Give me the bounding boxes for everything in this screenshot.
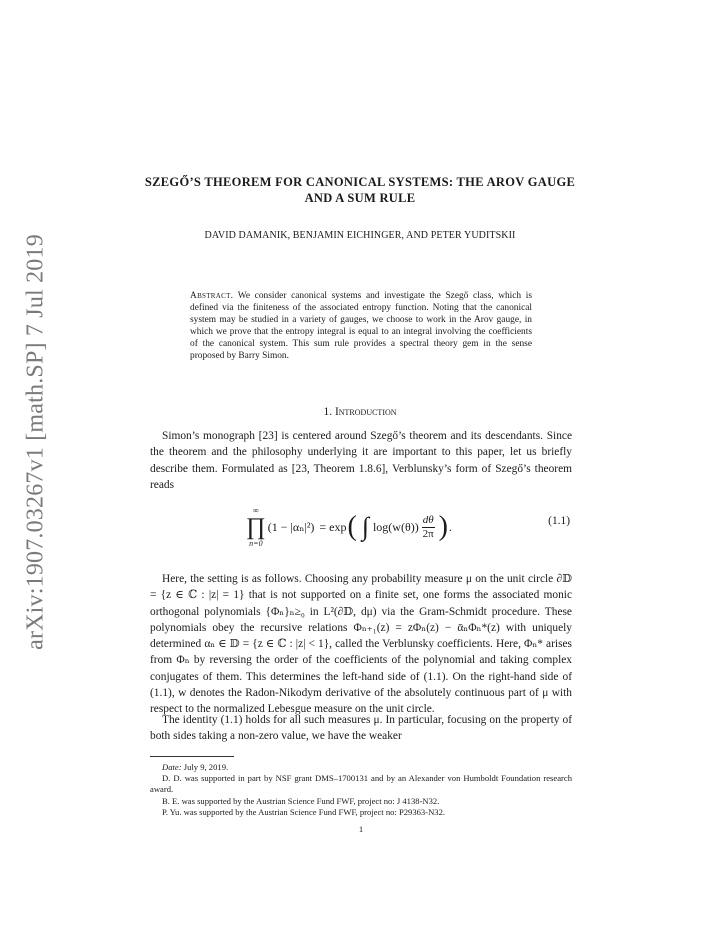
footnotes bbox=[150, 762, 572, 818]
product-lower-limit: n=0 bbox=[249, 539, 263, 548]
equation-1-1 bbox=[150, 490, 572, 562]
section-title-text: Introduction bbox=[334, 406, 397, 418]
abstract bbox=[190, 290, 532, 363]
right-paren: ) bbox=[438, 511, 448, 542]
equation-log-term: log(w(θ)) bbox=[372, 519, 419, 534]
date-label: Date: bbox=[162, 762, 182, 772]
product-operator bbox=[246, 506, 266, 548]
equation-trailing-period: . bbox=[448, 519, 452, 534]
page-number: 1 bbox=[358, 824, 364, 834]
footnote-py: P. Yu. was supported by the Austrian Science Fund FWF, project no: P29363-N32. bbox=[162, 806, 446, 817]
footnote-dd: D. D. was supported in part by NSF grant DMS–1700131 and by an Alexander von Humboldt Foundation research award. bbox=[150, 773, 572, 795]
footnote-be: B. E. was supported by the Austrian Science Fund FWF, project no: J 4138-N32. bbox=[162, 795, 440, 806]
equation-body bbox=[246, 494, 452, 560]
intro-paragraph-2: Here, the setting is as follows. Choosing any probability measure μ on the unit circle ∂𝔻 = {z ∈ ℂ : |z| = 1} that is not supported on a finite set, one forms the associated monic orthogonal polynomials {Φₙ}ₙ≥₀ in L²(∂𝔻, dμ) via the Gram-Schmidt procedure. These polynomials obey the recursive relations Φₙ₊₁(z) = zΦₙ(z) − ᾱₙΦₙ*(z) with uniquely determined αₙ ∈ 𝔻 = {z ∈ ℂ : |z| < 1}, called the Verblunsky coefficients. Here, Φₙ* arises from Φₙ by reversing the order of the coefficients of the polynomial and taking complex conjugates of them. This determines the left-hand side of (1.1). On the right-hand side of (1.1), w denotes the Radon-Nikodym derivative of the absolutely continuous part of μ with respect to the normalized Lebesgue measure on the unit circle. bbox=[150, 573, 572, 716]
arxiv-side-stamp bbox=[16, 232, 56, 652]
integral-symbol: ∫ bbox=[361, 512, 369, 541]
paper-title: SZEGŐ’S THEOREM FOR CANONICAL SYSTEMS: THE AROV GAUGE AND A SUM RULE bbox=[144, 175, 576, 205]
footnote-divider bbox=[150, 756, 234, 757]
section-number: 1. bbox=[323, 406, 333, 418]
equation-fraction bbox=[422, 514, 435, 541]
equation-equals-exp: = exp bbox=[319, 519, 347, 534]
abstract-heading: Abstract. bbox=[190, 291, 234, 301]
intro-paragraph-3: The identity (1.1) holds for all such measures μ. In particular, focusing on the property of both sides taking a non-zero value, we have the weaker bbox=[150, 714, 572, 743]
product-upper-limit: ∞ bbox=[253, 506, 259, 515]
left-paren: ( bbox=[347, 511, 357, 542]
fraction-denominator: 2π bbox=[422, 527, 434, 540]
footnote-date bbox=[150, 762, 572, 773]
arxiv-identifier: arXiv:1907.03267v1 [math.SP] 7 Jul 2019 bbox=[22, 234, 49, 650]
equation-left-factor: (1 − |αₙ|²) bbox=[267, 519, 315, 534]
author-list: DAVID DAMANIK, BENJAMIN EICHINGER, AND PETER YUDITSKII bbox=[204, 230, 516, 241]
product-symbol: ∏ bbox=[246, 514, 266, 540]
abstract-text: We consider canonical systems and investigate the Szegő class, which is defined via the finiteness of the associated entropy function. Noting that the canonical system may be studied in a variety of gauges, we choose to work in the Arov gauge, in which we prove that the entropy integral is equal to an integral involving the coefficients of the canonical system. This sum rule provides a spectral theory gem in the sense proposed by Barry Simon. bbox=[190, 291, 532, 362]
intro-paragraph-1: Simon’s monograph [23] is centered around Szegő’s theorem and its descendants. Since the theorem and the philosophy underlying it are important to this paper, let us briefly describe them. Formulated as [23, Theorem 1.8.6], Verblunsky’s form of Szegő’s theorem reads bbox=[150, 430, 572, 491]
equation-number: (1.1) bbox=[548, 515, 570, 527]
date-value: July 9, 2019. bbox=[183, 762, 229, 772]
fraction-numerator: dθ bbox=[422, 513, 434, 526]
section-heading bbox=[150, 406, 570, 418]
